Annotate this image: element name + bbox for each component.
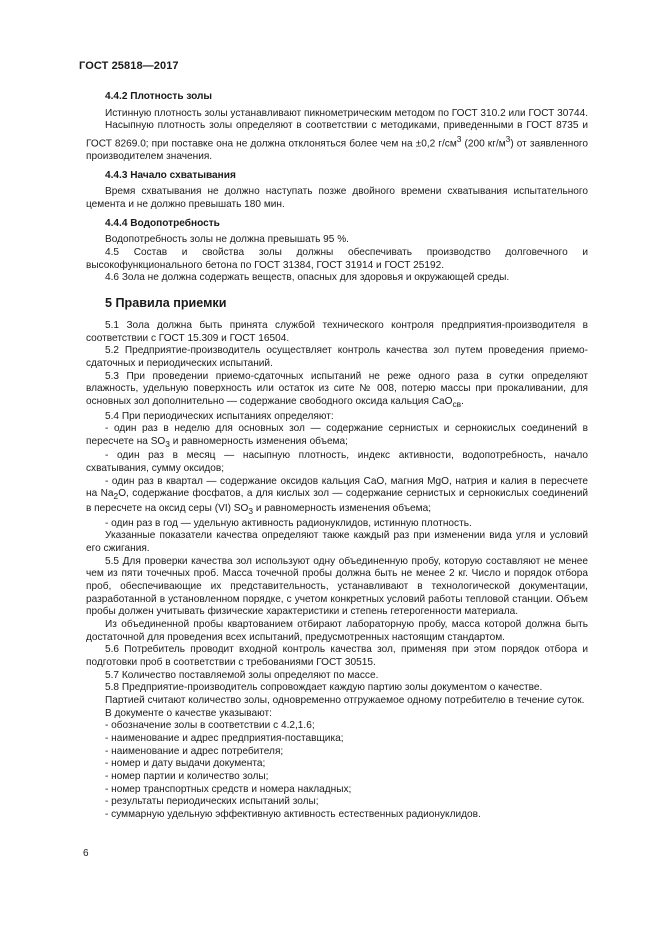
list-item: - номер партии и количество золы;: [105, 770, 269, 782]
list-item-monthly: - один раз в месяц — насыпную плотность, индекс активности, водопотребность, начало схватывания, сумму оксидов;: [86, 450, 588, 475]
paragraph-5-4: 5.4 При периодических испытаниях определяют:: [105, 410, 334, 422]
text-run: - один раз в квартал — содержание оксидов кальция CaO, магния MgO, натрия и калия в пересчете на Na: [86, 475, 588, 500]
paragraph-5-8-batch: Партией считают количество золы, одновременно отгружаемое одному потребителю в течение суток.: [105, 694, 585, 706]
list-item: - наименование и адрес потребителя;: [105, 745, 284, 757]
superscript: 3: [505, 133, 511, 144]
heading-4-4-2: 4.4.2 Плотность золы: [105, 91, 213, 102]
heading-4-4-4: 4.4.4 Водопотребность: [105, 217, 220, 229]
text-run: (200 кг/м: [461, 138, 506, 150]
text-run: и равномерность изменения объема;: [169, 435, 348, 447]
text-run: .: [461, 395, 464, 407]
text-run: Насыпную плотность золы определяют в соответствии с методиками, приведенными в ГОСТ 8735 и ГОСТ 8269.0; при поставке она не должна отклоняться более чем на ±0,2 г/см: [86, 120, 588, 150]
paragraph-5-4-note: Указанные показатели качества определяют также каждый раз при изменении вида угля и условий его сжигания.: [86, 530, 588, 555]
heading-section-5: 5 Правила приемки: [105, 295, 227, 310]
paragraph-true-density: Истинную плотность золы устанавливают пикнометрическим методом по ГОСТ 310.2 или ГОСТ 30744.: [105, 107, 589, 119]
page-content: [86, 91, 588, 822]
paragraph-4-6: 4.6 Зола не должна содержать веществ, опасных для здоровья и окружающей среды.: [105, 272, 510, 284]
list-item: - результаты периодических испытаний золы;: [105, 796, 319, 808]
list-item-weekly: [86, 423, 588, 450]
paragraph-bulk-density: [86, 120, 588, 163]
heading-4-4-3: 4.4.3 Начало схватывания: [105, 169, 236, 181]
text-run: ) от заявленного производителем значения.: [86, 138, 589, 162]
paragraph-setting-time: Время схватывания не должно наступать позже двойного времени схватывания испытательного цемента и не должно превышать 180 мин.: [86, 186, 588, 210]
standard-header: ГОСТ 25818—2017: [79, 60, 179, 72]
list-item: - номер транспортных средств и номера накладных;: [105, 783, 352, 795]
paragraph-5-8-document: В документе о качестве указывают:: [105, 707, 272, 719]
subscript: св: [452, 398, 462, 409]
subscript: 3: [248, 506, 254, 517]
paragraph-5-5: 5.5 Для проверки качества зол используют одну объединенную пробу, которую составляют не менее чем из пяти точечных проб. Масса точечной пробы должна быть не менее 2 кг. Число и порядок отбора проб, обеспечивающие их представительность, устанавливают в технологической документации, разработанной в установленном порядке, с учетом конкретных условий работы тепловой станции. Объем пробы должен учитывать физические характеристики и степень гетерогенности материала.: [86, 555, 588, 618]
paragraph-5-2: 5.2 Предприятие-производитель осуществляет контроль качества зол путем проведения приемо-сдаточных и периодических испытаний.: [86, 345, 588, 369]
paragraph-water-demand: Водопотребность золы не должна превышать 95 %.: [105, 234, 349, 246]
subscript: 2: [113, 491, 119, 502]
paragraph-4-5: 4.5 Состав и свойства золы должны обеспечивать производство долговечного и высокофункционального бетона по ГОСТ 31384, ГОСТ 31914 и ГОСТ 25192.: [86, 246, 588, 271]
list-item: - номер и дату выдачи документа;: [105, 758, 266, 770]
list-item-yearly: - один раз в год — удельную активность радионуклидов, истинную плотность.: [105, 517, 472, 529]
paragraph-5-3: [86, 371, 588, 411]
subscript: 3: [165, 438, 170, 449]
superscript: 3: [456, 133, 462, 144]
paragraph-5-6: 5.6 Потребитель проводит входной контроль качества зол, применяя при этом порядок отбора и подготовки проб в соответствии с требованиями ГОСТ 30515.: [86, 644, 588, 669]
paragraph-5-8: 5.8 Предприятие-производитель сопровождает каждую партию золы документом о качестве.: [105, 682, 543, 694]
list-item: - суммарную удельную эффективную активность естественных радионуклидов.: [105, 808, 481, 820]
text-run: и равномерность изменения объема;: [253, 503, 432, 515]
page-number: 6: [83, 848, 89, 859]
paragraph-5-5-lab-sample: Из объединенной пробы квартованием отбирают лабораторную пробу, масса которой должна быть достаточной для проведения всех испытаний, предусмотренных настоящим стандартом.: [86, 619, 588, 643]
list-item-quarterly: [86, 476, 588, 518]
text-run: 5.3 При проведении приемо-сдаточных испытаний не реже одного раза в сутки определяют влажность, удельную поверхность или остаток из сите № 008, потерю массы при прокаливании, для основных зол дополнительно — содержание свободного оксида кальция CaO: [86, 370, 588, 407]
list-item: - наименование и адрес предприятия-поставщика;: [105, 732, 344, 744]
paragraph-5-7: 5.7 Количество поставляемой золы определяют по массе.: [105, 669, 379, 681]
paragraph-5-1: 5.1 Зола должна быть принята службой технического контроля предприятия-производителя в соответствии с ГОСТ 15.309 и ГОСТ 16504.: [86, 319, 588, 344]
text-run: O, содержание фосфатов, а для кислых зол — содержание сернистых и сернокислых соединений в пересчете на оксид серы (VI) SO: [86, 488, 588, 515]
list-item: - обозначение золы в соответствии с 4.2,1.6;: [105, 720, 315, 732]
text-run: - один раз в неделю для основных зол — содержание сернистых и сернокислых соединений в пересчете на SO: [86, 423, 588, 447]
